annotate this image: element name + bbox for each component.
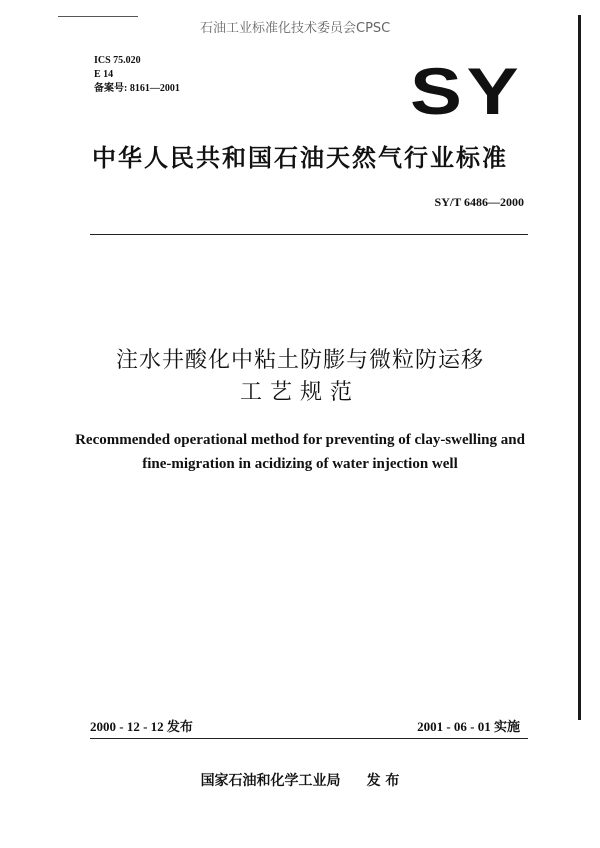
title-chinese-line2: 工艺规范	[239, 380, 360, 405]
publisher-action: 发 布	[366, 773, 400, 789]
publisher-line	[0, 770, 600, 790]
title-english	[0, 428, 600, 476]
standard-code: SY/T 6486—2000	[434, 195, 524, 209]
title-english-line1: Recommended operational method for preventing of clay-swelling and	[75, 432, 525, 448]
header-divider	[90, 234, 528, 235]
footer-divider	[90, 738, 528, 739]
title-chinese-line1: 注水井酸化中粘土防膨与微粒防运移	[115, 348, 484, 373]
scan-artifact-line	[58, 16, 138, 17]
classification-block	[94, 54, 180, 96]
title-english-line2: fine-migration in acidizing of water injection well	[142, 456, 458, 472]
implementation-date: 2001 - 06 - 01 实施	[417, 719, 520, 734]
issue-date: 2000 - 12 - 12 发布	[90, 719, 193, 734]
category-code: E 14	[94, 69, 114, 80]
ics-code: ICS 75.020	[94, 55, 141, 66]
standard-name: 中华人民共和国石油天然气行业标准	[92, 144, 508, 172]
watermark-text: 石油工业标准化技术委员会CPSC	[200, 21, 391, 36]
title-chinese	[0, 345, 600, 409]
publisher-name: 国家石油和化学工业局	[200, 773, 341, 789]
sy-logo: SY	[410, 54, 524, 128]
filing-number: 备案号: 8161—2001	[94, 83, 180, 94]
